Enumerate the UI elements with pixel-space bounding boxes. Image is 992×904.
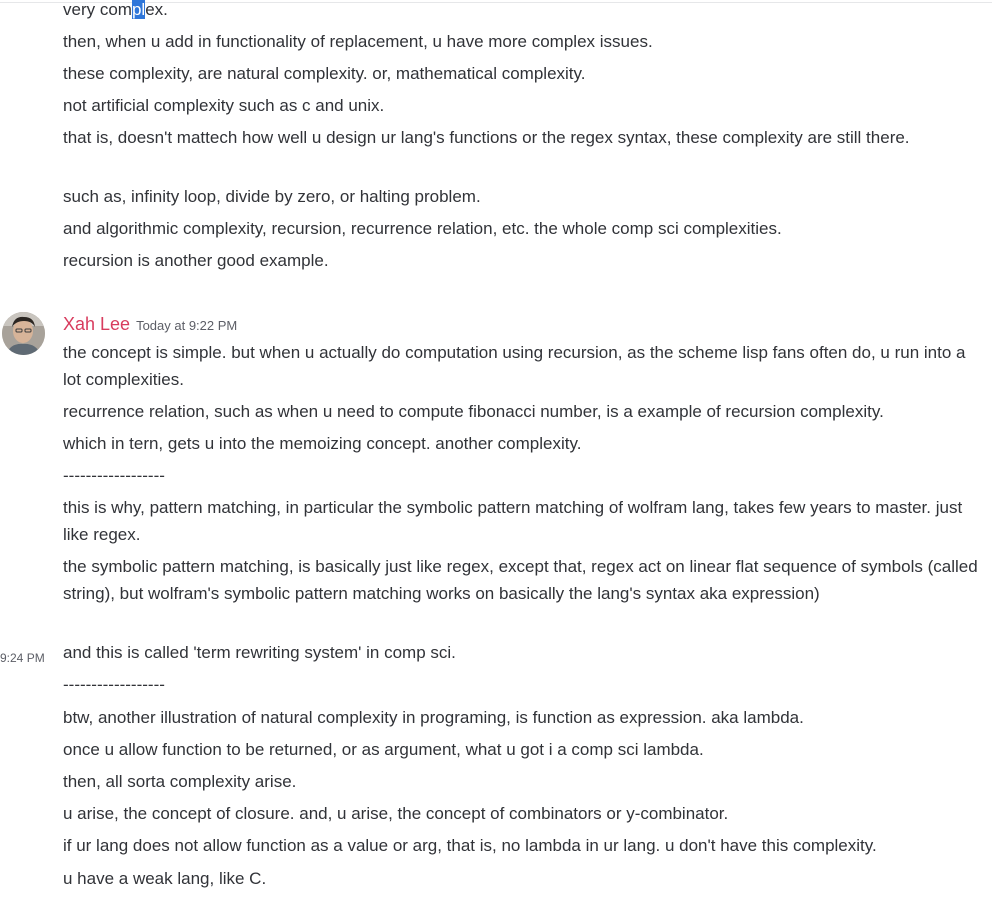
message-line: recurrence relation, such as when u need to compute fibonacci number, is a example of recursion complexity.: [63, 402, 884, 421]
message-line: recursion is another good example.: [63, 251, 329, 270]
message-line: and this is called 'term rewriting system' in comp sci.: [63, 643, 456, 662]
divider-line: ------------------: [63, 675, 165, 694]
message-line: these complexity, are natural complexity. or, mathematical complexity.: [63, 64, 586, 83]
hover-timestamp: 9:24 PM: [0, 651, 45, 665]
message-line: and algorithmic complexity, recursion, recurrence relation, etc. the whole comp sci complexities.: [63, 219, 782, 238]
message-line: u have a weak lang, like C.: [63, 869, 267, 888]
message-line: which in tern, gets u into the memoizing concept. another complexity.: [63, 434, 582, 453]
text-selection: pl: [131, 0, 146, 19]
author-name[interactable]: Xah Lee: [63, 314, 131, 334]
message-line: very complex.: [63, 0, 168, 19]
divider-line: ------------------: [63, 466, 165, 485]
avatar[interactable]: [2, 312, 45, 355]
message-line: once u allow function to be returned, or as argument, what u got i a comp sci lambda.: [63, 740, 704, 759]
message-line: btw, another illustration of natural complexity in programing, is function as expression. aka lambda.: [63, 708, 804, 727]
message-line: then, all sorta complexity arise.: [63, 772, 297, 791]
message-header: [63, 311, 237, 339]
message-line: if ur lang does not allow function as a value or arg, that is, no lambda in ur lang. u don't have this complexity.: [63, 836, 877, 855]
message-line: then, when u add in functionality of replacement, u have more complex issues.: [63, 32, 653, 51]
message-timestamp: Today at 9:22 PM: [136, 318, 238, 333]
message-line: that is, doesn't mattech how well u design ur lang's functions or the regex syntax, these complexity are still there.: [63, 128, 910, 147]
message-line: u arise, the concept of closure. and, u arise, the concept of combinators or y-combinator.: [63, 804, 729, 823]
message-line: the concept is simple. but when u actually do computation using recursion, as the scheme lisp fans often do, u run into a lot complexities.: [63, 343, 966, 389]
message-line: not artificial complexity such as c and unix.: [63, 96, 385, 115]
message-line: such as, infinity loop, divide by zero, or halting problem.: [63, 187, 481, 206]
message-line: this is why, pattern matching, in particular the symbolic pattern matching of wolfram lang, takes few years to master. just like regex.: [63, 498, 963, 544]
message-line: the symbolic pattern matching, is basically just like regex, except that, regex act on linear flat sequence of symbols (called string), but wolfram's symbolic pattern matching works on basically the lang's syntax aka expression): [63, 557, 978, 603]
